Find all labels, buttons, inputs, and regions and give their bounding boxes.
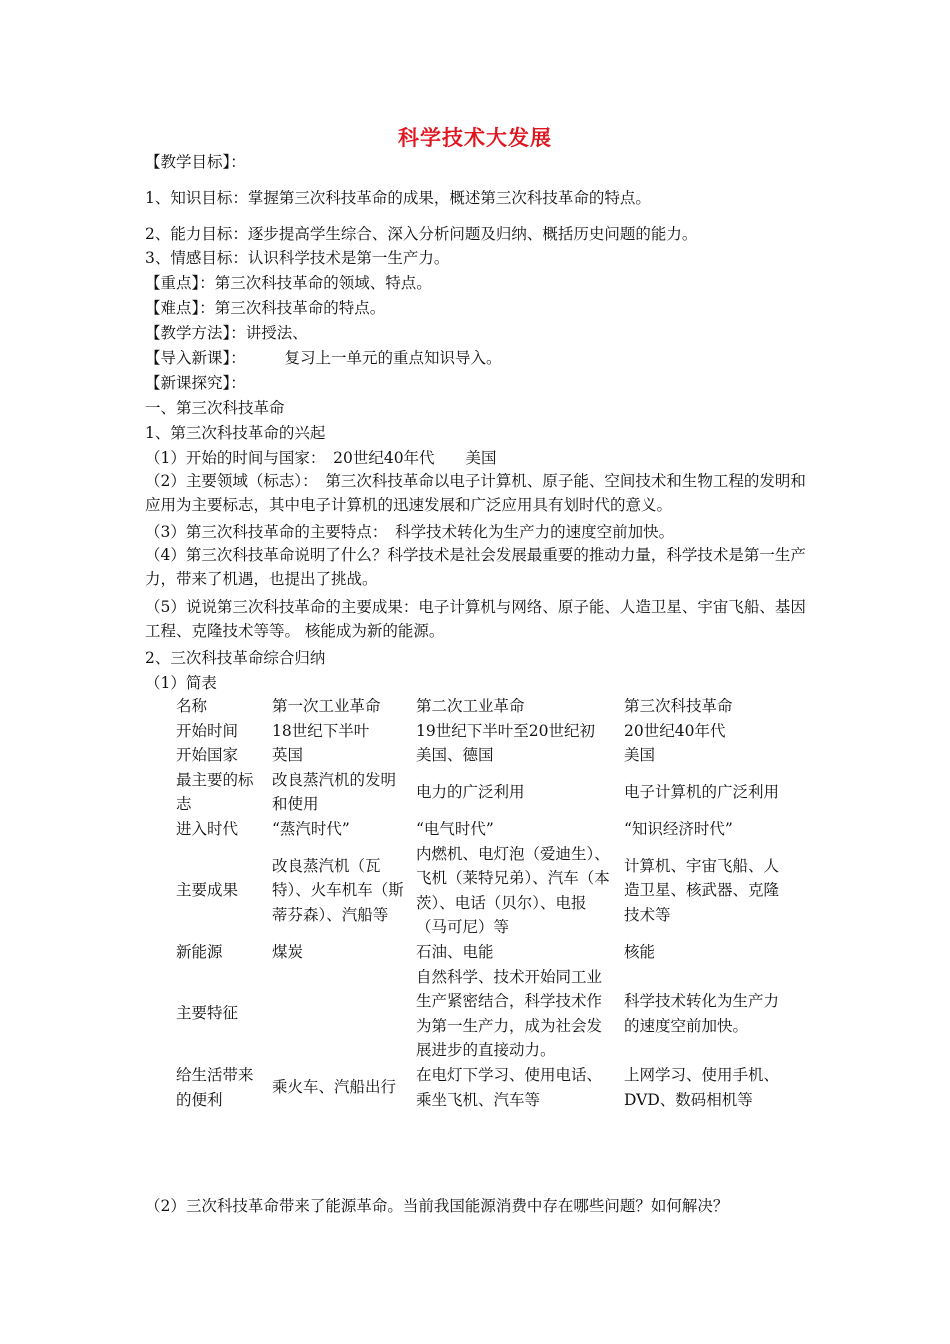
table-cell: 主要成果 xyxy=(176,881,239,900)
question-energy: （2）三次科技革命带来了能源革命。当前我国能源消费中存在哪些问题？如何解决？ xyxy=(145,1197,729,1215)
table-cell: 核能 xyxy=(624,942,656,961)
table-cell: 新能源 xyxy=(176,942,223,961)
table-cell: 开始时间 xyxy=(176,721,239,740)
table-cell: 英国 xyxy=(272,746,304,765)
table-cell: 电子计算机的广泛利用 xyxy=(624,783,780,802)
table-cell: 美国 xyxy=(624,746,656,765)
table-cell: 计算机、宇宙飞船、人造卫星、核武器、克隆技术等 xyxy=(624,856,780,925)
table-cell: 科学技术转化为生产力的速度空前加快。 xyxy=(624,992,780,1035)
table-row xyxy=(172,965,798,1063)
table-row xyxy=(172,719,798,744)
table-cell: “电气时代” xyxy=(416,819,494,838)
table-row xyxy=(172,842,798,940)
table-cell: 改良蒸汽机的发明和使用 xyxy=(272,770,397,814)
difficult-point: 【难点】：第三次科技革命的特点。 xyxy=(145,299,386,317)
heading-new-lesson: 【新课探究】： xyxy=(145,374,246,392)
table-cell: 煤炭 xyxy=(272,942,304,961)
table-cell: 20世纪40年代 xyxy=(624,721,726,740)
table-cell: 美国、德国 xyxy=(416,746,494,765)
table-cell: 18世纪下半叶 xyxy=(272,721,370,740)
table-cell: 第三次科技革命 xyxy=(624,697,733,715)
page-title: 科学技术大发展 xyxy=(398,126,552,150)
table-cell: 开始国家 xyxy=(176,746,239,765)
table-row xyxy=(172,817,798,842)
objective-knowledge: 1、知识目标：掌握第三次科技革命的成果，概述第三次科技革命的特点。 xyxy=(145,189,651,207)
table-cell: 主要特征 xyxy=(176,1004,239,1023)
table-cell: “蒸汽时代” xyxy=(272,819,350,838)
item-achievements: （5）说说第三次科技革命的主要成果：电子计算机与网络、原子能、人造卫星、宇宙飞船、基因工程、克隆技术等等。 核能成为新的能源。 xyxy=(145,598,806,640)
table-header-row xyxy=(172,694,798,719)
table-cell: 最主要的标志 xyxy=(176,770,254,814)
item-start-time: （1）开始的时间与国家： 20世纪40年代 美国 xyxy=(145,449,497,467)
table-cell: 进入时代 xyxy=(176,819,239,838)
table-cell: 19世纪下半叶至20世纪初 xyxy=(416,721,595,740)
summary-table xyxy=(172,694,798,1112)
table-cell: 改良蒸汽机（瓦特）、火车机车（斯蒂芬森）、汽船等 xyxy=(272,856,404,925)
table-row xyxy=(172,940,798,965)
item-significance: （4）第三次科技革命说明了什么？科学技术是社会发展最重要的推动力量，科学技术是第一生产力，带来了机遇，也提出了挑战。 xyxy=(145,546,806,588)
table-cell: 内燃机、电灯泡（爱迪生）、飞机（莱特兄弟）、汽车（本茨）、电话（贝尔）、电报（马可尼）等 xyxy=(416,844,610,937)
objective-ability: 2、能力目标：逐步提高学生综合、深入分析问题及归纳、概括历史问题的能力。 xyxy=(145,225,698,243)
table-cell: 电力的广泛利用 xyxy=(416,783,525,802)
lesson-intro: 【导入新课】： 复习上一单元的重点知识导入。 xyxy=(145,349,502,367)
section-2-heading: 2、三次科技革命综合归纳 xyxy=(145,649,326,667)
section-1-heading: 一、第三次科技革命 xyxy=(145,399,285,417)
table-cell: 第一次工业革命 xyxy=(272,697,381,715)
item-main-features: （3）第三次科技革命的主要特点： 科学技术转化为生产力的速度空前加快。 xyxy=(145,523,675,541)
table-row xyxy=(172,1063,798,1112)
teaching-method: 【教学方法】：讲授法、 xyxy=(145,324,308,342)
table-cell: “知识经济时代” xyxy=(624,819,733,838)
objective-emotion: 3、情感目标：认识科学技术是第一生产力。 xyxy=(145,249,450,267)
heading-objectives: 【教学目标】： xyxy=(145,153,246,171)
table-cell: 自然科学、技术开始同工业生产紧密结合，科学技术作为第一生产力，成为社会发展进步的直接动力。 xyxy=(416,967,603,1060)
subsection-1-heading: 1、第三次科技革命的兴起 xyxy=(145,424,326,442)
table-cell: 给生活带来的便利 xyxy=(176,1065,254,1109)
table-cell: 乘火车、汽船出行 xyxy=(272,1078,397,1097)
table-row xyxy=(172,743,798,768)
table-cell: 第二次工业革命 xyxy=(416,697,525,715)
table-caption: （1）简表 xyxy=(145,674,217,692)
table-row xyxy=(172,768,798,817)
table-cell: 上网学习、使用手机、DVD、数码相机等 xyxy=(624,1065,780,1109)
table-cell: 在电灯下学习、使用电话、乘坐飞机、汽车等 xyxy=(416,1065,603,1109)
table-cell xyxy=(268,965,412,1063)
item-main-fields: （2）主要领域（标志）： 第三次科技革命以电子计算机、原子能、空间技术和生物工程的发明和应用为主要标志，其中电子计算机的迅速发展和广泛应用具有划时代的意义。 xyxy=(145,472,806,514)
key-point: 【重点】：第三次科技革命的领域、特点。 xyxy=(145,274,432,292)
table-cell: 石油、电能 xyxy=(416,942,494,961)
table-cell: 名称 xyxy=(176,697,208,715)
